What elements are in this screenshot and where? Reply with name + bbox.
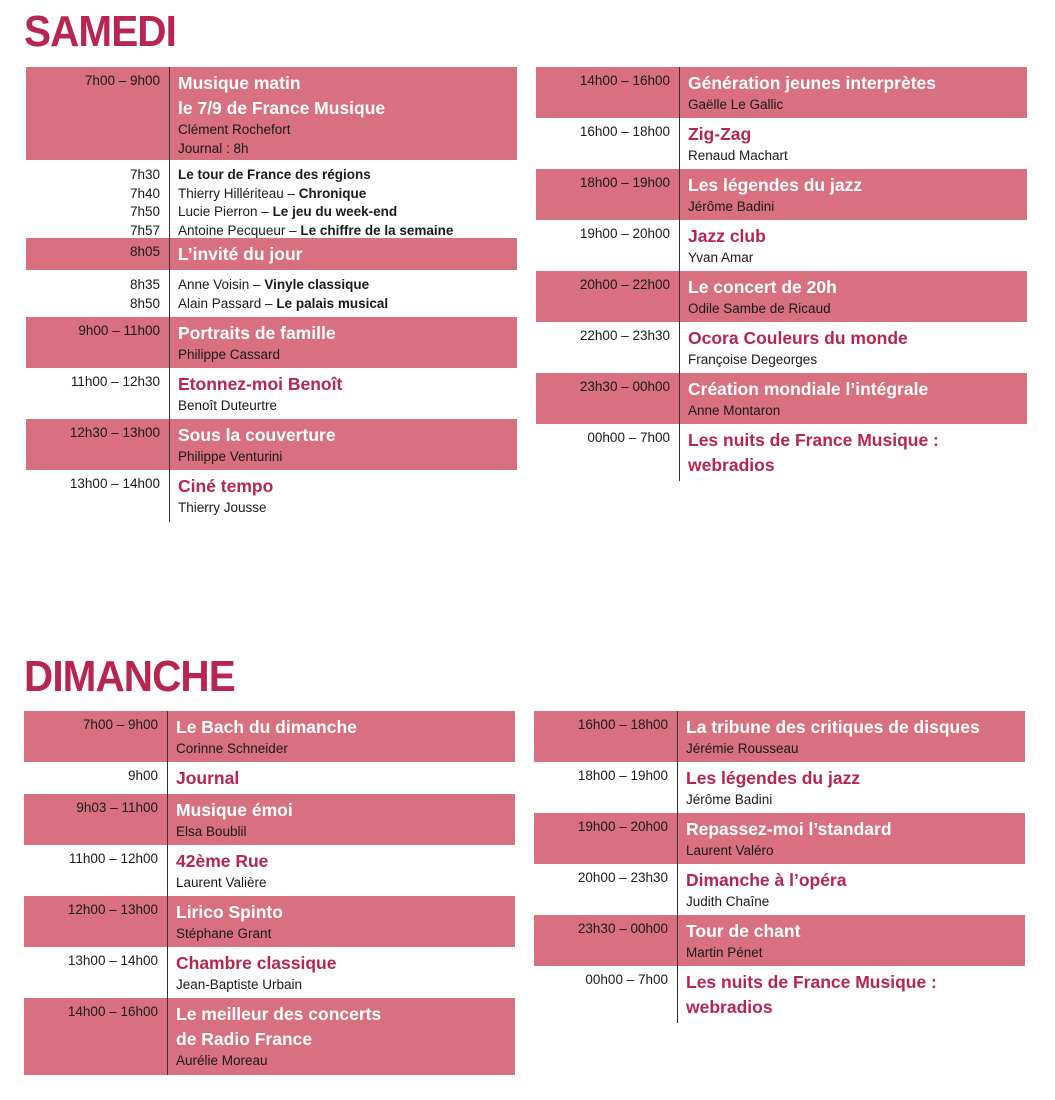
- column-divider: [677, 966, 678, 1023]
- program-info: [176, 845, 515, 893]
- program-info: [686, 762, 1025, 810]
- column-divider: [169, 419, 170, 470]
- schedule-row: [26, 67, 517, 160]
- column-divider: [169, 317, 170, 368]
- program-title: Les légendes du jazz: [688, 175, 863, 195]
- time-label: 19h00 – 20h00: [579, 226, 670, 241]
- schedule-row: [24, 998, 515, 1075]
- time-label: 20h00 – 23h30: [577, 870, 668, 885]
- time-label: 23h30 – 00h00: [579, 379, 670, 394]
- time-slot: [534, 920, 668, 939]
- host-name: Odile Sambe de Ricaud: [688, 301, 831, 316]
- dimanche-left-column: [24, 711, 515, 1075]
- program-info: [178, 160, 517, 240]
- program-title: Repassez-moi l’standard: [686, 819, 892, 839]
- segment-line: [178, 185, 517, 204]
- program-title: Jazz club: [688, 226, 766, 246]
- column-divider: [169, 67, 170, 160]
- schedule-row: [534, 813, 1025, 864]
- host-name: Journal : 8h: [178, 140, 249, 156]
- time-label: 13h00 – 14h00: [69, 476, 160, 491]
- program-title: Le meilleur des concerts: [176, 1004, 382, 1024]
- column-divider: [167, 762, 168, 794]
- segment-line: [178, 166, 517, 185]
- schedule-row: [24, 896, 515, 947]
- program-title: Journal: [176, 768, 240, 788]
- time-slot: [24, 901, 158, 920]
- schedule-row: [24, 794, 515, 845]
- column-divider: [167, 711, 168, 762]
- host-name: Corinne Schneider: [176, 741, 288, 756]
- time-label: 19h00 – 20h00: [577, 819, 668, 834]
- time-slot: [26, 475, 160, 494]
- time-label: 00h00 – 7h00: [587, 430, 670, 445]
- dimanche-right-column: [534, 711, 1025, 1023]
- program-info: [688, 424, 1027, 478]
- schedule-row: [24, 711, 515, 762]
- schedule-row: [26, 317, 517, 368]
- column-divider: [677, 711, 678, 762]
- schedule-row: [26, 238, 517, 270]
- host-name: Benoît Duteurtre: [178, 398, 278, 413]
- schedule-row: [26, 270, 517, 317]
- column-divider: [679, 271, 680, 322]
- presenter-name: Antoine Pecqueur –: [178, 222, 301, 238]
- program-title: Les nuits de France Musique :: [686, 972, 937, 992]
- time-label: 22h00 – 23h30: [579, 328, 670, 343]
- time-slot: [536, 123, 670, 142]
- program-info: [688, 220, 1027, 268]
- time-slot: [534, 767, 668, 786]
- segment-title: Le chiffre de la semaine: [300, 222, 454, 238]
- time-slot: [534, 971, 668, 990]
- segment-line: [178, 295, 517, 314]
- host-name: Laurent Valière: [176, 875, 267, 890]
- program-info: [176, 896, 515, 944]
- program-title: Musique matin: [178, 73, 301, 93]
- time-slot: [536, 225, 670, 244]
- time-label: 7h50: [129, 204, 160, 219]
- schedule-row: [536, 169, 1027, 220]
- time-label: 14h00 – 16h00: [579, 73, 670, 88]
- time-slot: [536, 276, 670, 295]
- program-title: Musique émoi: [176, 800, 293, 820]
- time-slot: [24, 799, 158, 818]
- program-title: Chambre classique: [176, 953, 337, 973]
- time-label: 7h57: [129, 222, 160, 238]
- program-info: [178, 419, 517, 467]
- time-label: 11h00 – 12h30: [70, 374, 160, 389]
- program-title: webradios: [686, 997, 773, 1017]
- column-divider: [167, 845, 168, 896]
- host-name: Philippe Cassard: [178, 347, 281, 362]
- program-info: [176, 947, 515, 995]
- samedi-heading: SAMEDI: [24, 7, 176, 56]
- segment-line: [178, 203, 517, 222]
- presenter-name: Thierry Hillériteau –: [178, 185, 299, 201]
- program-title: Les légendes du jazz: [686, 768, 861, 788]
- time-slot: [26, 276, 160, 313]
- segment-title: Chronique: [298, 185, 367, 201]
- program-title: Création mondiale l’intégrale: [688, 379, 929, 399]
- program-title: Les nuits de France Musique :: [688, 430, 939, 450]
- schedule-row: [534, 762, 1025, 813]
- samedi-left-column: [26, 67, 517, 522]
- time-slot: [26, 243, 160, 262]
- host-name: Yvan Amar: [688, 250, 754, 265]
- time-slot: [26, 72, 160, 91]
- time-slot: [24, 952, 158, 971]
- time-label: 18h00 – 19h00: [579, 175, 670, 190]
- dimanche-heading: DIMANCHE: [24, 652, 235, 701]
- host-name: Martin Pénet: [686, 945, 763, 960]
- time-label: 8h35: [129, 277, 160, 292]
- program-title: Lirico Spinto: [176, 902, 283, 922]
- column-divider: [679, 67, 680, 118]
- time-slot: [536, 72, 670, 91]
- program-title: Etonnez-moi Benoît: [178, 374, 343, 394]
- program-info: [178, 470, 517, 518]
- time-label: 20h00 – 22h00: [579, 277, 670, 292]
- time-label: 18h00 – 19h00: [577, 768, 668, 783]
- schedule-row: [24, 845, 515, 896]
- column-divider: [677, 813, 678, 864]
- column-divider: [167, 896, 168, 947]
- column-divider: [679, 424, 680, 481]
- schedule-row: [26, 160, 517, 238]
- time-label: 00h00 – 7h00: [585, 972, 668, 987]
- program-title: Génération jeunes interprètes: [688, 73, 936, 93]
- column-divider: [679, 169, 680, 220]
- program-title: Zig-Zag: [688, 124, 752, 144]
- time-label: 16h00 – 18h00: [579, 124, 670, 139]
- column-divider: [167, 794, 168, 845]
- time-label: 8h05: [129, 244, 160, 259]
- time-slot: [536, 429, 670, 448]
- program-title: Le Bach du dimanche: [176, 717, 357, 737]
- host-name: Judith Chaîne: [686, 894, 770, 909]
- program-info: [178, 317, 517, 365]
- program-info: [176, 998, 515, 1071]
- program-info: [686, 864, 1025, 912]
- schedule-row: [536, 67, 1027, 118]
- schedule-row: [534, 864, 1025, 915]
- presenter-name: Alain Passard –: [178, 295, 277, 311]
- schedule-row: [536, 271, 1027, 322]
- program-info: [688, 373, 1027, 421]
- time-slot: [534, 716, 668, 735]
- program-info: [688, 118, 1027, 166]
- program-title: La tribune des critiques de disques: [686, 717, 980, 737]
- time-label: 7h30: [129, 167, 160, 182]
- schedule-row: [536, 424, 1027, 481]
- host-name: Elsa Boublil: [176, 824, 247, 839]
- program-title: L’invité du jour: [178, 244, 303, 264]
- schedule-row: [536, 373, 1027, 424]
- schedule-row: [534, 966, 1025, 1023]
- host-name: Stéphane Grant: [176, 926, 272, 941]
- time-label: 7h00 – 9h00: [82, 717, 158, 732]
- program-info: [686, 813, 1025, 861]
- program-info: [176, 794, 515, 842]
- schedule-row: [26, 470, 517, 522]
- column-divider: [167, 998, 168, 1075]
- time-slot: [26, 166, 160, 240]
- program-info: [686, 966, 1025, 1020]
- column-divider: [679, 322, 680, 373]
- program-title: le 7/9 de France Musique: [178, 98, 386, 118]
- column-divider: [679, 220, 680, 271]
- program-title: Tour de chant: [686, 921, 801, 941]
- time-slot: [26, 373, 160, 392]
- schedule-row: [24, 947, 515, 998]
- column-divider: [679, 118, 680, 169]
- host-name: Gaëlle Le Gallic: [688, 97, 784, 112]
- program-title: Portraits de famille: [178, 323, 336, 343]
- schedule-row: [534, 915, 1025, 966]
- program-info: [688, 67, 1027, 115]
- program-info: [688, 271, 1027, 319]
- host-name: Jérôme Badini: [688, 199, 775, 214]
- program-info: [178, 67, 517, 158]
- program-info: [688, 322, 1027, 370]
- segment-title: Le jeu du week-end: [272, 204, 398, 219]
- program-info: [686, 915, 1025, 963]
- program-info: [178, 368, 517, 416]
- time-label: 14h00 – 16h00: [67, 1004, 158, 1019]
- column-divider: [677, 762, 678, 813]
- time-label: 9h00 – 11h00: [78, 323, 160, 338]
- time-slot: [536, 174, 670, 193]
- host-name: Philippe Venturini: [178, 449, 283, 464]
- time-label: 16h00 – 18h00: [577, 717, 668, 732]
- time-slot: [26, 424, 160, 443]
- time-label: 7h00 – 9h00: [84, 73, 160, 88]
- time-label: 9h03 – 11h00: [76, 800, 158, 815]
- segment-title: Le tour de France des régions: [178, 167, 371, 182]
- schedule-row: [26, 419, 517, 470]
- host-name: Aurélie Moreau: [176, 1053, 268, 1068]
- host-name: Clément Rochefort: [178, 122, 291, 137]
- time-label: 13h00 – 14h00: [67, 953, 158, 968]
- column-divider: [169, 470, 170, 522]
- host-name: Thierry Jousse: [178, 500, 267, 515]
- program-title: Dimanche à l’opéra: [686, 870, 847, 890]
- time-label: 8h50: [129, 295, 160, 311]
- time-label: 9h00: [127, 768, 158, 783]
- time-label: 7h40: [129, 185, 160, 201]
- program-info: [688, 169, 1027, 217]
- samedi-right-column: [536, 67, 1027, 481]
- program-title: Ciné tempo: [178, 476, 274, 496]
- program-title: Ocora Couleurs du monde: [688, 328, 908, 348]
- program-info: [686, 711, 1025, 759]
- segment-title: Le palais musical: [276, 295, 389, 311]
- host-name: Anne Montaron: [688, 403, 781, 418]
- time-label: 11h00 – 12h00: [68, 851, 158, 866]
- time-slot: [536, 378, 670, 397]
- host-name: Françoise Degeorges: [688, 352, 818, 367]
- time-slot: [536, 327, 670, 346]
- column-divider: [167, 947, 168, 998]
- schedule-row: [26, 368, 517, 419]
- time-slot: [24, 716, 158, 735]
- column-divider: [169, 270, 170, 317]
- program-info: [176, 711, 515, 759]
- time-slot: [26, 322, 160, 341]
- schedule-row: [534, 711, 1025, 762]
- schedule-row: [536, 118, 1027, 169]
- presenter-name: Anne Voisin –: [178, 277, 265, 292]
- column-divider: [679, 373, 680, 424]
- time-slot: [24, 767, 158, 786]
- segment-title: Vinyle classique: [264, 277, 370, 292]
- program-info: [178, 270, 517, 313]
- column-divider: [169, 238, 170, 270]
- schedule-row: [536, 220, 1027, 271]
- time-slot: [534, 818, 668, 837]
- program-title: Sous la couverture: [178, 425, 336, 445]
- schedule-row: [536, 322, 1027, 373]
- time-label: 12h00 – 13h00: [67, 902, 158, 917]
- host-name: Laurent Valéro: [686, 843, 774, 858]
- host-name: Renaud Machart: [688, 148, 788, 163]
- schedule-row: [24, 762, 515, 794]
- program-title: Le concert de 20h: [688, 277, 837, 297]
- host-name: Jérémie Rousseau: [686, 741, 799, 756]
- time-label: 12h30 – 13h00: [69, 425, 160, 440]
- column-divider: [169, 368, 170, 419]
- time-label: 23h30 – 00h00: [577, 921, 668, 936]
- program-info: [176, 762, 515, 791]
- host-name: Jean-Baptiste Urbain: [176, 977, 303, 992]
- program-title: 42ème Rue: [176, 851, 269, 871]
- time-slot: [534, 869, 668, 888]
- column-divider: [677, 915, 678, 966]
- presenter-name: Lucie Pierron –: [178, 204, 273, 219]
- host-name: Jérôme Badini: [686, 792, 773, 807]
- time-slot: [24, 1003, 158, 1022]
- program-title: webradios: [688, 455, 775, 475]
- time-slot: [24, 850, 158, 869]
- column-divider: [169, 160, 170, 238]
- column-divider: [677, 864, 678, 915]
- segment-line: [178, 276, 517, 295]
- program-title: de Radio France: [176, 1029, 313, 1049]
- program-info: [178, 238, 517, 267]
